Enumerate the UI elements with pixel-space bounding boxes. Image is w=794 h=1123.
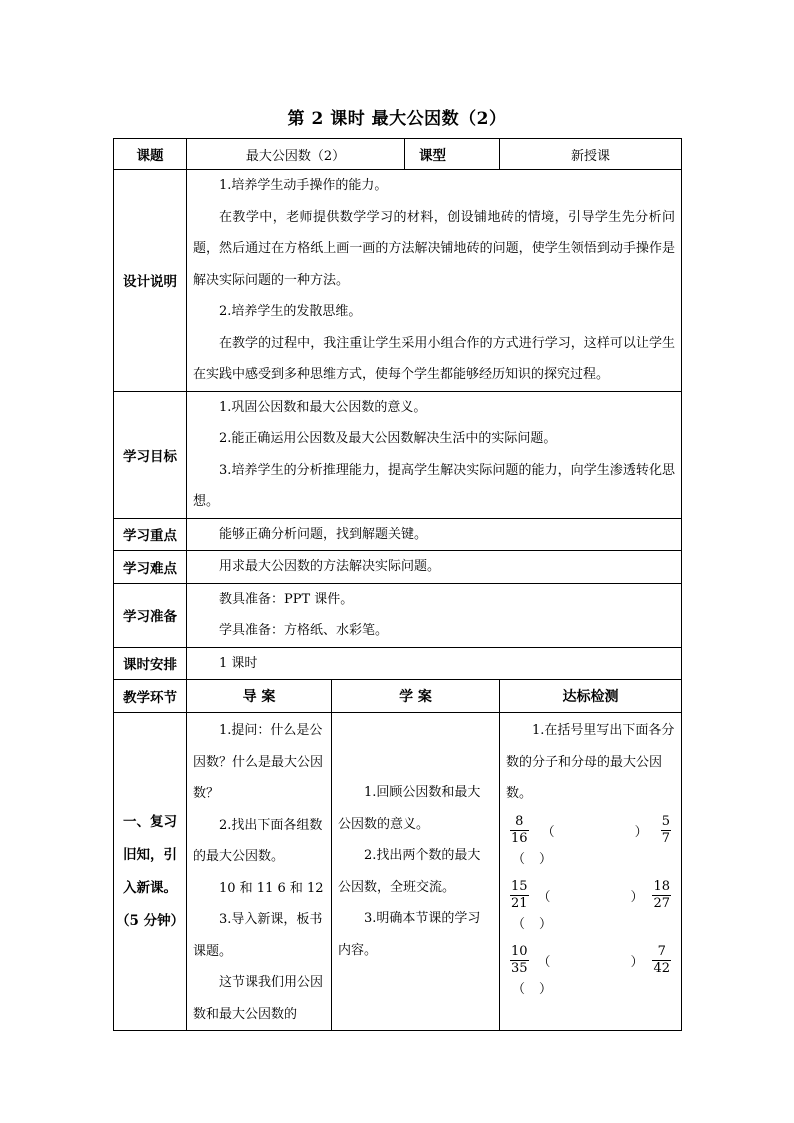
type-label: 课型: [405, 139, 500, 170]
paren-open: （: [537, 889, 551, 905]
fraction: [510, 879, 529, 912]
goals-row: [114, 391, 682, 518]
paren-close: ）: [539, 851, 553, 867]
header-row: [114, 139, 682, 170]
design-paragraph: 在教学的过程中，我注重让学生采用小组合作的方式进行学习，这样可以让学生在实践中感受到多种思维方式，使每个学生都能够经历知识的探究过程。: [193, 335, 675, 382]
page-title: 第 2 课时 最大公因数（2）: [287, 109, 507, 129]
guide-item: 3.导入新课，板书课题。: [193, 912, 323, 959]
phase1-label-line: 旧知，引: [123, 846, 177, 863]
phase1-label: [114, 713, 187, 1031]
answer-blank: [542, 821, 648, 840]
paren-open: （: [512, 916, 526, 932]
paren-open: （: [512, 851, 526, 867]
phase1-guide: [187, 713, 332, 1031]
guide-column-header: 导 案: [187, 680, 332, 713]
type-value: 新授课: [500, 139, 682, 170]
denominator: 21: [511, 895, 528, 911]
answer-blank: [506, 847, 675, 873]
paren-close: ）: [630, 954, 644, 970]
topic-value: 最大公因数（2）: [187, 139, 405, 170]
answer-blank: [537, 886, 643, 905]
difficulty-row: [114, 551, 682, 584]
fraction: [661, 814, 671, 847]
numerator: 8: [510, 814, 529, 831]
goals-paragraph: 1.巩固公因数和最大公因数的意义。: [219, 399, 427, 415]
answer-blank: [506, 912, 675, 938]
difficulty-label: 学习难点: [114, 551, 187, 584]
paren-close: ）: [630, 889, 644, 905]
key-point-row: [114, 518, 682, 551]
fraction: [652, 944, 671, 977]
design-row: [114, 170, 682, 392]
guide-item: 1.提问：什么是公因数？什么是最大公因数？: [193, 723, 324, 801]
goals-label: 学习目标: [114, 391, 187, 518]
preparation-line: 学具准备：方格纸、水彩笔。: [219, 623, 389, 638]
learn-item: 3.明确本节课的学习内容。: [338, 911, 481, 958]
lesson-plan-table: [113, 138, 682, 1031]
fraction: [652, 879, 671, 912]
schedule-label: 课时安排: [114, 647, 187, 680]
answer-blank: [537, 951, 643, 970]
goals-content: [187, 391, 682, 518]
fraction-row: [506, 814, 675, 847]
guide-item: 10 和 11 6 和 12: [219, 880, 324, 896]
denominator: 35: [511, 960, 528, 976]
difficulty-text: 用求最大公因数的方法解决实际问题。: [219, 559, 441, 574]
preparation-line: 教具准备：PPT 课件。: [219, 591, 354, 607]
learn-item: 1.回顾公因数和最大公因数的意义。: [338, 785, 481, 832]
denominator: 16: [511, 830, 528, 846]
key-point-label: 学习重点: [114, 518, 187, 551]
learn-column-header: 学 案: [332, 680, 500, 713]
phase1-label-line: 一、复习: [123, 813, 177, 830]
check-column-header: 达标检测: [500, 680, 682, 713]
schedule-row: [114, 647, 682, 680]
denominator: 7: [661, 830, 670, 846]
paren-close: ）: [539, 981, 553, 997]
check-intro: 1.在括号里写出下面各分数的分子和分母的最大公因数。: [506, 723, 675, 801]
column-header-row: [114, 680, 682, 713]
topic-label: 课题: [114, 139, 187, 170]
learn-item: 2.找出两个数的最大公因数，全班交流。: [338, 848, 481, 895]
preparation-label: 学习准备: [114, 583, 187, 647]
fraction: [510, 944, 529, 977]
paren-open: （: [541, 824, 555, 840]
paren-close: ）: [539, 916, 553, 932]
phase1-label-line: 入新课。: [123, 879, 177, 896]
phase1-learn: [332, 713, 500, 1031]
phase1-row: [114, 713, 682, 1031]
numerator: 10: [511, 943, 528, 959]
denominator: 27: [653, 895, 670, 911]
guide-item: 这节课我们用公因数和最大公因数的: [193, 975, 324, 1022]
preparation-content: [187, 583, 682, 647]
fraction-row: [506, 944, 675, 977]
design-paragraph: 1.培养学生动手操作的能力。: [219, 178, 388, 193]
guide-item: 2.找出下面各组数的最大公因数。: [193, 817, 323, 864]
numerator: 18: [653, 878, 670, 894]
fraction-row: [506, 879, 675, 912]
phase1-check: [500, 713, 682, 1031]
phase1-label-line: （5 分钟）: [116, 912, 185, 929]
goals-paragraph: 3.培养学生的分析推理能力，提高学生解决实际问题的能力，向学生渗透转化思想。: [193, 462, 675, 509]
design-content: [187, 170, 682, 392]
paren-open: （: [512, 981, 526, 997]
preparation-row: [114, 583, 682, 647]
numerator: 5: [661, 813, 670, 829]
key-point-text: 能够正确分析问题，找到解题关键。: [219, 526, 428, 542]
numerator: 15: [511, 878, 528, 894]
design-paragraph: 2.培养学生的发散思维。: [219, 304, 362, 319]
design-label: 设计说明: [114, 170, 187, 392]
design-paragraph: 在教学中，老师提供数学学习的材料，创设铺地砖的情境，引导学生先分析问题，然后通过在方格纸上画一画的方法解决铺地砖的问题，使学生领悟到动手操作是解决实际问题的一种方法。: [193, 209, 675, 288]
fraction: [510, 814, 529, 847]
goals-paragraph: 2.能正确运用公因数及最大公因数解决生活中的实际问题。: [219, 431, 557, 446]
paren-close: ）: [634, 824, 648, 840]
paren-open: （: [537, 954, 551, 970]
denominator: 42: [653, 960, 670, 976]
answer-blank: [506, 977, 675, 1003]
numerator: 7: [652, 944, 671, 961]
phase-column-header: 教学环节: [114, 680, 187, 713]
schedule-text: 1 课时: [219, 655, 258, 671]
